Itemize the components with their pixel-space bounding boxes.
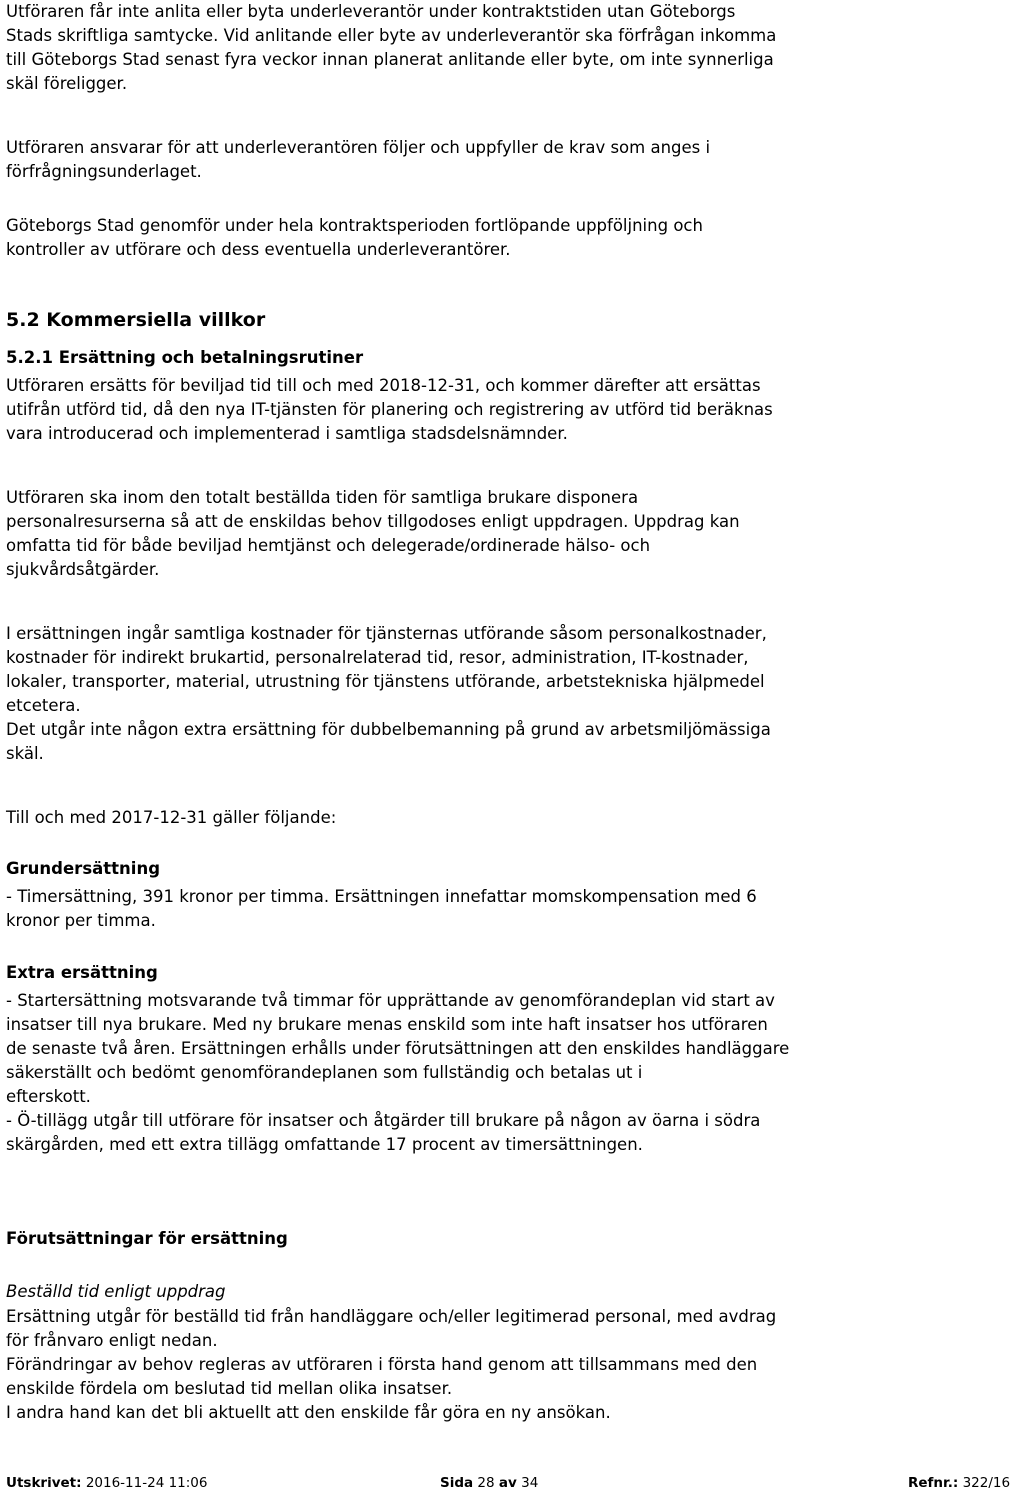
paragraph-extra-compensation [6, 989, 1016, 1157]
text-line: förfrågningsunderlaget. [6, 162, 202, 181]
footer-ref-label: Refnr.: [908, 1475, 959, 1491]
paragraph-included-costs [6, 622, 1016, 766]
text-line: Det utgår inte någon extra ersättning för dubbelbemanning på grund av arbetsmiljömässiga [6, 720, 771, 739]
text-line: omfatta tid för både beviljad hemtjänst och delegerade/ordinerade hälso- och [6, 536, 651, 555]
paragraph-subcontractor-consent [6, 0, 1016, 96]
text-line: skäl föreligger. [6, 74, 128, 93]
paragraph-subcontractor-responsibility [6, 136, 1016, 184]
footer-printed-label: Utskrivet: [6, 1475, 82, 1491]
text-line: Stads skriftliga samtycke. Vid anlitande eller byte av underleverantör ska förfrågan inkomma [6, 26, 777, 45]
document-page [6, 0, 1016, 1494]
extra-compensation-heading: Extra ersättning [6, 963, 158, 982]
footer-page-of: av [498, 1475, 517, 1491]
paragraph-until-2017 [6, 806, 1016, 830]
text-line: Utföraren får inte anlita eller byta underleverantör under kontraktstiden utan Göteborgs [6, 2, 736, 21]
text-line: - Timersättning, 391 kronor per timma. Ersättningen innefattar momskompensation med 6 [6, 887, 757, 906]
text-line: kronor per timma. [6, 911, 156, 930]
text-line: Göteborgs Stad genomför under hela kontraktsperioden fortlöpande uppföljning och [6, 216, 703, 235]
footer-page-number [440, 1474, 538, 1492]
paragraph-ordered-time [6, 1305, 1016, 1425]
text-line: enskilde fördela om beslutad tid mellan olika insatser. [6, 1379, 453, 1398]
text-line: Till och med 2017-12-31 gäller följande: [6, 808, 337, 827]
section-heading: 5.2 Kommersiella villkor [6, 309, 266, 331]
subsection-heading: 5.2.1 Ersättning och betalningsrutiner [6, 348, 364, 367]
ordered-time-heading: Beställd tid enligt uppdrag [6, 1282, 226, 1301]
text-line: skäl. [6, 744, 44, 763]
footer-ref-value: 322/16 [962, 1475, 1011, 1491]
text-line: de senaste två åren. Ersättningen erhålls under förutsättningen att den enskildes handläggare [6, 1039, 790, 1058]
text-line: Utföraren ersätts för beviljad tid till och med 2018-12-31, och kommer därefter att ersättas [6, 376, 761, 395]
paragraph-hourly-rate [6, 885, 1016, 933]
text-line: för frånvaro enligt nedan. [6, 1331, 218, 1350]
basic-compensation-heading: Grundersättning [6, 859, 161, 878]
text-line: kostnader för indirekt brukartid, personalrelaterad tid, resor, administration, IT-kostnader, [6, 648, 749, 667]
paragraph-staff-resources [6, 486, 1016, 582]
text-line: till Göteborgs Stad senast fyra veckor innan planerat anlitande eller byte, om inte synnerliga [6, 50, 774, 69]
text-line: I andra hand kan det bli aktuellt att den enskilde får göra en ny ansökan. [6, 1403, 611, 1422]
footer-printed [6, 1474, 207, 1492]
footer-page-current: 28 [477, 1475, 495, 1491]
text-line: säkerställt och bedömt genomförandeplanen som fullständig och betalas ut i [6, 1063, 643, 1082]
text-line: kontroller av utförare och dess eventuella underleverantörer. [6, 240, 511, 259]
text-line: skärgården, med ett extra tillägg omfattande 17 procent av timersättningen. [6, 1135, 643, 1154]
text-line: Utföraren ansvarar för att underleverantören följer och uppfyller de krav som anges i [6, 138, 711, 157]
text-line: sjukvårdsåtgärder. [6, 560, 160, 579]
text-line: efterskott. [6, 1087, 91, 1106]
footer-page-label: Sida [440, 1475, 474, 1491]
text-line: - Ö-tillägg utgår till utförare för insatser och åtgärder till brukare på någon av öarna i södra [6, 1111, 761, 1130]
text-line: - Startersättning motsvarande två timmar för upprättande av genomförandeplan vid start av [6, 991, 775, 1010]
text-line: utifrån utförd tid, då den nya IT-tjänsten för planering och registrering av utförd tid beräknas [6, 400, 773, 419]
text-line: vara introducerad och implementerad i samtliga stadsdelsnämnder. [6, 424, 568, 443]
conditions-heading: Förutsättningar för ersättning [6, 1229, 288, 1248]
text-line: etcetera. [6, 696, 81, 715]
text-line: personalresurserna så att de enskildas behov tillgodoses enligt uppdragen. Uppdrag kan [6, 512, 740, 531]
text-line: Utföraren ska inom den totalt beställda tiden för samtliga brukare disponera [6, 488, 639, 507]
footer-reference [908, 1474, 1010, 1492]
text-line: I ersättningen ingår samtliga kostnader för tjänsternas utförande såsom personalkostnader, [6, 624, 767, 643]
footer-printed-value: 2016-11-24 11:06 [85, 1475, 208, 1491]
text-line: Förändringar av behov regleras av utföraren i första hand genom att tillsammans med den [6, 1355, 758, 1374]
paragraph-compensation [6, 374, 1016, 446]
paragraph-follow-up [6, 214, 1016, 262]
text-line: Ersättning utgår för beställd tid från handläggare och/eller legitimerad personal, med avdrag [6, 1307, 777, 1326]
text-line: insatser till nya brukare. Med ny brukare menas enskild som inte haft insatser hos utföraren [6, 1015, 768, 1034]
text-line: lokaler, transporter, material, utrustning för tjänstens utförande, arbetstekniska hjälpmedel [6, 672, 765, 691]
footer-page-total: 34 [521, 1475, 539, 1491]
